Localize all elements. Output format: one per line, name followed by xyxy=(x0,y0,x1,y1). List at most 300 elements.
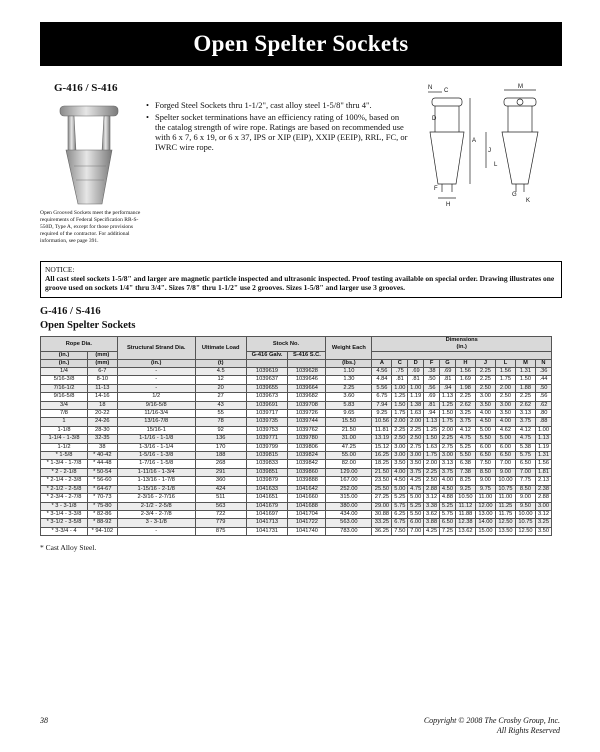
table-cell: 1.31 xyxy=(535,452,551,460)
table-cell: 2.50 xyxy=(495,393,515,401)
table-cell: .69 xyxy=(440,368,456,376)
table-cell: .38 xyxy=(424,368,440,376)
table-cell: 7/16-1/2 xyxy=(41,384,88,392)
table-cell: 1.88 xyxy=(515,384,535,392)
table-cell: 1-3/16 - 1-1/4 xyxy=(117,443,195,451)
table-cell: 1-5/16 - 1-3/8 xyxy=(117,452,195,460)
table-cell: 1-1/2 xyxy=(41,443,88,451)
table-cell: 1-13/16 - 1-7/8 xyxy=(117,477,195,485)
table-row xyxy=(41,477,552,485)
table-cell: 1039619 xyxy=(246,368,288,376)
table-cell: 1039799 xyxy=(246,443,288,451)
copyright-line: Copyright © 2008 The Crosby Group, Inc. xyxy=(423,716,560,725)
table-cell: 1039735 xyxy=(246,418,288,426)
table-cell: 2.50 xyxy=(408,435,424,443)
table-cell: 3.00 xyxy=(392,443,408,451)
table-cell: 7/8 xyxy=(41,410,88,418)
table-cell: 1.13 xyxy=(535,435,551,443)
table-cell: 3.75 xyxy=(455,418,475,426)
table-cell: 4.50 xyxy=(440,485,456,493)
table-cell: 7.00 xyxy=(408,527,424,535)
table-cell: 1.75 xyxy=(440,418,456,426)
table-cell: 722 xyxy=(195,510,246,518)
table-cell: 14.00 xyxy=(475,519,495,527)
table-cell: * 3-1/4 - 3-3/8 xyxy=(41,510,88,518)
notice-box xyxy=(40,261,562,298)
table-cell: 1.38 xyxy=(408,401,424,409)
table-cell: 15.00 xyxy=(475,527,495,535)
table-cell: 563 xyxy=(195,502,246,510)
table-cell: 4.00 xyxy=(475,410,495,418)
header-dim-n: N xyxy=(535,360,551,368)
table-cell: 2.62 xyxy=(455,401,475,409)
table-cell: 1039637 xyxy=(246,376,288,384)
table-cell: 2.50 xyxy=(475,384,495,392)
table-cell: 9/16-5/8 xyxy=(117,401,195,409)
drawing-label: N xyxy=(428,85,433,91)
table-cell: 2.25 xyxy=(440,435,456,443)
header-unit-in: (in.) xyxy=(41,360,88,368)
table-cell: 511 xyxy=(195,494,246,502)
table-cell: 9/16-5/8 xyxy=(41,393,88,401)
header-dim-d: D xyxy=(408,360,424,368)
table-cell: 6.00 xyxy=(475,443,495,451)
socket-dimension-drawing xyxy=(420,80,550,208)
table-cell: 6.25 xyxy=(392,510,408,518)
drawing-label: G xyxy=(512,192,517,198)
header-dim-a: A xyxy=(372,360,392,368)
table-cell: 1.25 xyxy=(440,401,456,409)
table-title: Open Spelter Sockets xyxy=(40,320,136,331)
table-cell: 3.13 xyxy=(515,410,535,418)
table-cell: 1039726 xyxy=(288,410,326,418)
spec-table-body xyxy=(41,368,552,536)
table-cell: 424 xyxy=(195,485,246,493)
table-cell: 2-3/4 - 2-7/8 xyxy=(117,510,195,518)
table-cell: 11-13 xyxy=(88,384,118,392)
table-cell: 1.56 xyxy=(455,368,475,376)
table-cell: * 2 - 2-1/8 xyxy=(41,468,88,476)
table-cell: 9.65 xyxy=(326,410,372,418)
table-cell: 43 xyxy=(195,401,246,409)
table-cell: 13.50 xyxy=(495,527,515,535)
table-cell: 563.00 xyxy=(326,519,372,527)
table-cell: 5.75 xyxy=(515,452,535,460)
copyright-rights: All Rights Reserved xyxy=(496,726,560,735)
table-cell: 6.00 xyxy=(408,519,424,527)
table-cell: 1041731 xyxy=(246,527,288,535)
table-row xyxy=(41,435,552,443)
header-dim-g: G xyxy=(440,360,456,368)
table-model-heading: G-416 / S-416 xyxy=(40,306,101,317)
table-cell: .80 xyxy=(535,410,551,418)
table-cell: 7.94 xyxy=(372,401,392,409)
table-cell: 6.38 xyxy=(455,460,475,468)
table-cell: 30.88 xyxy=(372,510,392,518)
table-cell: 1-11/16 - 1-3/4 xyxy=(117,468,195,476)
table-cell: 4.25 xyxy=(424,527,440,535)
table-cell: 2.25 xyxy=(515,393,535,401)
table-cell: 1039851 xyxy=(246,468,288,476)
table-cell: 1-1/16 - 1-1/8 xyxy=(117,435,195,443)
table-cell: 1.00 xyxy=(535,426,551,434)
table-cell: 5/16-3/8 xyxy=(41,376,88,384)
table-cell: .56 xyxy=(535,393,551,401)
table-cell: 1039833 xyxy=(246,460,288,468)
table-cell: .75 xyxy=(392,368,408,376)
table-cell: 1039646 xyxy=(288,376,326,384)
table-cell: 4.75 xyxy=(455,435,475,443)
table-cell: 13.00 xyxy=(475,510,495,518)
table-cell: 12.50 xyxy=(495,519,515,527)
table-cell: 25.50 xyxy=(372,485,392,493)
header-dimensions-label: Dimensions xyxy=(445,337,478,343)
table-cell: 1041697 xyxy=(246,510,288,518)
table-cell: 55.00 xyxy=(326,452,372,460)
table-cell: 4.50 xyxy=(475,418,495,426)
table-cell: 1.13 xyxy=(424,418,440,426)
header-dim-l: L xyxy=(495,360,515,368)
table-cell: 1/4 xyxy=(41,368,88,376)
table-cell: 11.12 xyxy=(455,502,475,510)
table-cell: 2.25 xyxy=(424,468,440,476)
table-cell: 1.75 xyxy=(495,376,515,384)
table-cell: 2.75 xyxy=(440,443,456,451)
table-cell: 4.00 xyxy=(440,477,456,485)
table-cell: 1041679 xyxy=(246,502,288,510)
table-cell: 1-1/4 - 1-3/8 xyxy=(41,435,88,443)
header-dim-c: C xyxy=(392,360,408,368)
table-cell: 1041722 xyxy=(288,519,326,527)
table-cell: 3/4 xyxy=(41,401,88,409)
table-cell: 4.50 xyxy=(392,477,408,485)
table-cell: 3.62 xyxy=(424,510,440,518)
table-cell: * 2-3/4 - 2-7/8 xyxy=(41,494,88,502)
table-cell: 15.50 xyxy=(326,418,372,426)
table-cell: 3.38 xyxy=(424,502,440,510)
table-cell: 11.88 xyxy=(455,510,475,518)
drawing-label: A xyxy=(472,138,477,144)
table-cell: 1.50 xyxy=(392,401,408,409)
header-rope-mm: (mm) xyxy=(88,352,118,360)
table-cell: 1-1/8 xyxy=(41,426,88,434)
table-cell: 1 xyxy=(41,418,88,426)
table-cell: 5.50 xyxy=(455,452,475,460)
table-cell: 1039806 xyxy=(288,443,326,451)
table-cell: - xyxy=(117,527,195,535)
table-cell: 11.00 xyxy=(475,494,495,502)
table-cell: .81 xyxy=(392,376,408,384)
table-cell: 6.75 xyxy=(392,519,408,527)
table-cell: 4.88 xyxy=(440,494,456,502)
table-cell: 1.56 xyxy=(535,460,551,468)
table-cell: 5.75 xyxy=(440,510,456,518)
table-cell: 5.25 xyxy=(408,502,424,510)
table-cell: 1041660 xyxy=(288,494,326,502)
table-cell: 32-35 xyxy=(88,435,118,443)
table-row xyxy=(41,494,552,502)
table-cell: 14-16 xyxy=(88,393,118,401)
table-cell: 27 xyxy=(195,393,246,401)
header-s416: S-416 S.C. xyxy=(288,352,326,360)
table-cell: 6-7 xyxy=(88,368,118,376)
table-cell: 4.5 xyxy=(195,368,246,376)
table-cell: 21.50 xyxy=(372,468,392,476)
header-dim-j: J xyxy=(475,360,495,368)
table-cell: 1041713 xyxy=(246,519,288,527)
table-cell: 1039771 xyxy=(246,435,288,443)
table-cell: 1.00 xyxy=(408,384,424,392)
table-cell: .88 xyxy=(535,418,551,426)
table-cell: 1.19 xyxy=(535,443,551,451)
feature-item: • Forged Steel Sockets thru 1-1/2", cast alloy steel 1-5/8" thru 4". xyxy=(146,100,408,110)
table-cell: 47.25 xyxy=(326,443,372,451)
drawing-label: M xyxy=(518,84,523,90)
table-cell: 2.25 xyxy=(455,393,475,401)
table-cell: 1041704 xyxy=(288,510,326,518)
table-cell: 1-7/16 - 1-5/8 xyxy=(117,460,195,468)
table-cell: 1039673 xyxy=(246,393,288,401)
table-cell: 268 xyxy=(195,460,246,468)
header-unit-mm: (mm) xyxy=(88,360,118,368)
notice-title: NOTICE: xyxy=(45,265,75,274)
table-cell: 1039888 xyxy=(288,477,326,485)
table-cell: 4.75 xyxy=(515,435,535,443)
table-cell: .81 xyxy=(440,376,456,384)
table-cell: * 75-80 xyxy=(88,502,118,510)
table-cell: 2.25 xyxy=(408,426,424,434)
table-cell: 1041651 xyxy=(246,494,288,502)
table-cell: 6.50 xyxy=(515,460,535,468)
table-cell: 4.12 xyxy=(455,426,475,434)
drawing-label: F xyxy=(434,186,438,192)
feature-list xyxy=(146,100,408,154)
table-cell: 1.75 xyxy=(424,452,440,460)
page-title: Open Spelter Sockets xyxy=(193,31,409,56)
header-dim-f: F xyxy=(424,360,440,368)
table-cell: .94 xyxy=(440,384,456,392)
table-cell: 3.50 xyxy=(475,401,495,409)
header-stock-no: Stock No. xyxy=(246,337,326,352)
table-cell: 12.38 xyxy=(455,519,475,527)
table-cell: 11.25 xyxy=(495,502,515,510)
table-cell: 779 xyxy=(195,519,246,527)
table-cell: .81 xyxy=(424,401,440,409)
table-cell: 1.50 xyxy=(440,410,456,418)
drawing-label: C xyxy=(444,88,449,94)
table-cell: 5.50 xyxy=(408,510,424,518)
table-cell: 1039860 xyxy=(288,468,326,476)
table-cell: * 70-73 xyxy=(88,494,118,502)
table-cell: 2.88 xyxy=(424,485,440,493)
table-cell: 783.00 xyxy=(326,527,372,535)
table-cell: 1039780 xyxy=(288,435,326,443)
table-cell: 13/16-7/8 xyxy=(117,418,195,426)
table-cell: 3.00 xyxy=(408,452,424,460)
table-cell: .62 xyxy=(535,401,551,409)
table-cell: 8.50 xyxy=(475,468,495,476)
table-cell: 1.31 xyxy=(515,368,535,376)
table-cell: 1039815 xyxy=(246,452,288,460)
table-cell: 1039753 xyxy=(246,426,288,434)
table-cell: - xyxy=(117,368,195,376)
table-cell: 12.00 xyxy=(475,502,495,510)
table-cell: 28-30 xyxy=(88,426,118,434)
table-cell: * 3-3/4 - 4 xyxy=(41,527,88,535)
header-rope-in: (in.) xyxy=(41,352,88,360)
table-cell: * 82-86 xyxy=(88,510,118,518)
table-cell: 9.00 xyxy=(495,468,515,476)
table-cell: 1.56 xyxy=(495,368,515,376)
table-cell: 1.50 xyxy=(515,376,535,384)
drawing-label: J xyxy=(488,148,491,154)
table-cell: 6.00 xyxy=(495,443,515,451)
page-number: 38 xyxy=(40,716,48,725)
table-cell: 1039691 xyxy=(246,401,288,409)
table-cell: 92 xyxy=(195,426,246,434)
table-cell: * 3 - 3-1/8 xyxy=(41,502,88,510)
table-cell: 2.50 xyxy=(424,477,440,485)
table-cell: 9.75 xyxy=(475,485,495,493)
header-weight: Weight Each xyxy=(326,337,372,360)
table-cell: 1.50 xyxy=(424,435,440,443)
table-row xyxy=(41,384,552,392)
header-structural-strand: Structural Strand Dia. xyxy=(117,337,195,360)
table-cell: 1039628 xyxy=(288,368,326,376)
table-cell: 7.50 xyxy=(475,460,495,468)
table-cell: 6.50 xyxy=(475,452,495,460)
table-cell: 8.25 xyxy=(455,477,475,485)
table-cell: 3.00 xyxy=(495,401,515,409)
table-cell: 1039762 xyxy=(288,426,326,434)
header-unit-strand-in: (in.) xyxy=(117,360,195,368)
table-cell: 2.25 xyxy=(475,368,495,376)
table-cell: 4.62 xyxy=(495,426,515,434)
table-cell: 31.00 xyxy=(326,435,372,443)
table-cell: 20-22 xyxy=(88,410,118,418)
table-cell: - xyxy=(117,376,195,384)
table-row xyxy=(41,502,552,510)
table-cell: 3.00 xyxy=(440,452,456,460)
table-cell: .81 xyxy=(408,376,424,384)
socket-photo xyxy=(52,100,132,210)
table-row xyxy=(41,468,552,476)
table-cell: 5.75 xyxy=(392,502,408,510)
table-cell: 3.60 xyxy=(326,393,372,401)
table-cell: 1.81 xyxy=(535,468,551,476)
table-cell: 29.00 xyxy=(372,502,392,510)
table-cell: 2.25 xyxy=(326,384,372,392)
table-cell: 1/2 xyxy=(117,393,195,401)
table-cell: 1039717 xyxy=(246,410,288,418)
table-cell: 11/16-3/4 xyxy=(117,410,195,418)
table-cell: 5.00 xyxy=(475,426,495,434)
table-cell: 1039682 xyxy=(288,393,326,401)
table-cell: 315.00 xyxy=(326,494,372,502)
table-cell: * 1-3/4 - 1-7/8 xyxy=(41,460,88,468)
table-cell: 3.75 xyxy=(408,468,424,476)
table-cell: 4.00 xyxy=(495,418,515,426)
table-cell: 82.00 xyxy=(326,460,372,468)
table-cell: 136 xyxy=(195,435,246,443)
table-row xyxy=(41,418,552,426)
table-cell: 4.56 xyxy=(372,368,392,376)
table-row xyxy=(41,527,552,535)
table-cell: 380.00 xyxy=(326,502,372,510)
table-cell: 2.00 xyxy=(392,418,408,426)
table-cell: 2.00 xyxy=(424,460,440,468)
table-cell: 188 xyxy=(195,452,246,460)
table-cell: 1039879 xyxy=(246,477,288,485)
table-cell: 2.00 xyxy=(495,384,515,392)
table-cell: 4.00 xyxy=(392,468,408,476)
table-cell: 15.12 xyxy=(372,443,392,451)
table-cell: 2.00 xyxy=(408,418,424,426)
table-cell: * 94-102 xyxy=(88,527,118,535)
table-cell: 1.25 xyxy=(424,426,440,434)
table-cell: 1039842 xyxy=(288,460,326,468)
table-cell: 3.00 xyxy=(475,393,495,401)
table-cell: 9.00 xyxy=(475,477,495,485)
table-cell: 7.75 xyxy=(515,477,535,485)
federal-spec-note: Open Grooved Sockets meet the performance requirements of Federal Specification RR-S-550D, Type A, except for those provisions required of the contractor. For additional information, see page 391. xyxy=(40,210,141,244)
table-cell: 7.00 xyxy=(515,468,535,476)
table-cell: .44 xyxy=(535,376,551,384)
table-cell: 10.75 xyxy=(495,485,515,493)
table-row xyxy=(41,519,552,527)
table-cell: 252.00 xyxy=(326,485,372,493)
table-row xyxy=(41,426,552,434)
table-cell: 24-26 xyxy=(88,418,118,426)
table-cell: 167.00 xyxy=(326,477,372,485)
table-cell: 2.88 xyxy=(535,494,551,502)
table-cell: 10.00 xyxy=(495,477,515,485)
table-cell: 8.50 xyxy=(515,485,535,493)
table-cell: 5.56 xyxy=(372,384,392,392)
table-cell: .69 xyxy=(408,368,424,376)
table-cell: 4.84 xyxy=(372,376,392,384)
table-cell: 2.62 xyxy=(515,401,535,409)
table-cell: * 2-1/4 - 2-3/8 xyxy=(41,477,88,485)
table-cell: 434.00 xyxy=(326,510,372,518)
drawing-label: K xyxy=(526,198,531,204)
table-cell: 2-3/16 - 2-7/16 xyxy=(117,494,195,502)
table-cell: 2-1/2 - 2-5/8 xyxy=(117,502,195,510)
table-cell: 6.75 xyxy=(372,393,392,401)
table-cell: 4.75 xyxy=(408,485,424,493)
table-cell: 13.19 xyxy=(372,435,392,443)
table-cell: 3.50 xyxy=(408,460,424,468)
table-cell: 1039744 xyxy=(288,418,326,426)
table-cell: 3.25 xyxy=(535,519,551,527)
table-cell: 9.25 xyxy=(372,410,392,418)
table-cell: 1.13 xyxy=(440,393,456,401)
table-cell: 1039708 xyxy=(288,401,326,409)
table-cell: 36.25 xyxy=(372,527,392,535)
table-cell: * 2-1/2 - 2-5/8 xyxy=(41,485,88,493)
table-cell: 1.00 xyxy=(392,384,408,392)
table-cell: 1039655 xyxy=(246,384,288,392)
table-cell: .94 xyxy=(424,410,440,418)
table-cell: 3 - 3-1/8 xyxy=(117,519,195,527)
table-cell: * 50-54 xyxy=(88,468,118,476)
table-cell: 10.50 xyxy=(455,494,475,502)
table-cell: 1.69 xyxy=(455,376,475,384)
table-cell: .50 xyxy=(535,384,551,392)
table-row xyxy=(41,410,552,418)
table-cell: 5.25 xyxy=(440,502,456,510)
table-cell: 10.00 xyxy=(515,510,535,518)
